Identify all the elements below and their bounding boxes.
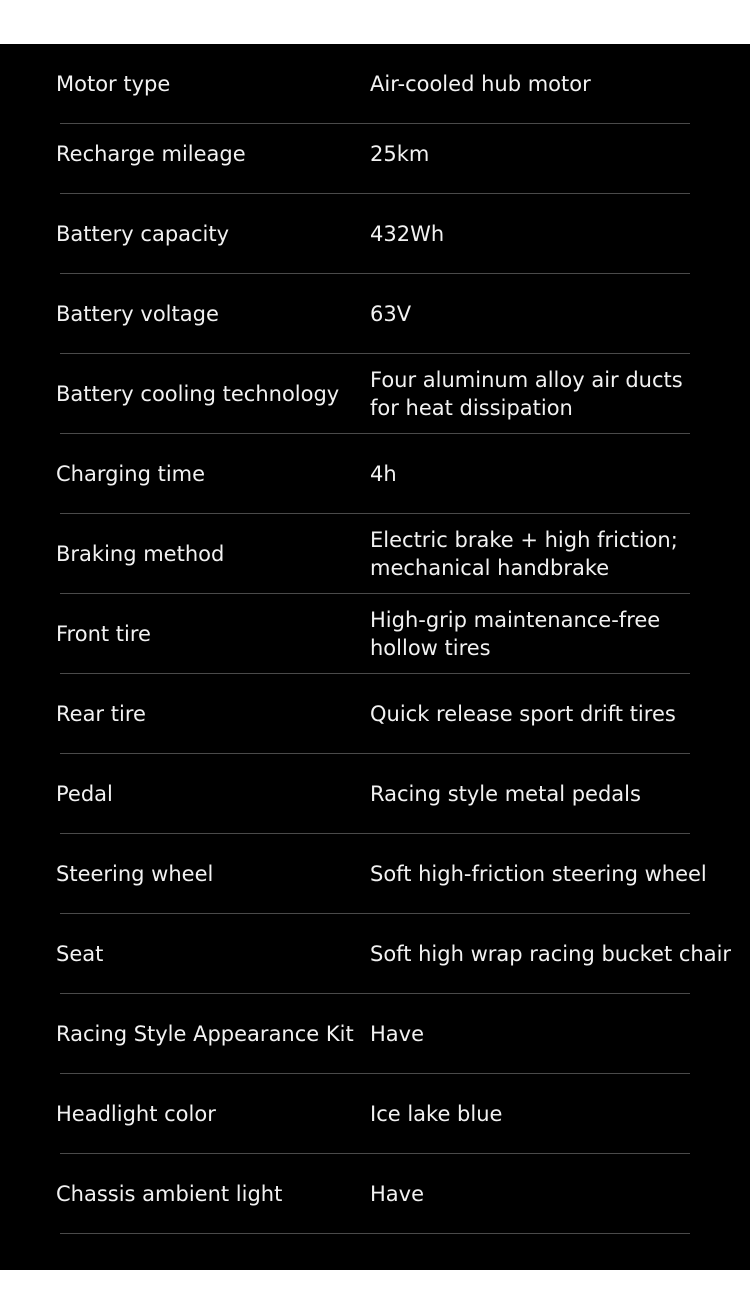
spec-row-pedal bbox=[0, 754, 750, 834]
spec-row-braking-method bbox=[0, 514, 750, 594]
spec-row-headlight-color bbox=[0, 1074, 750, 1154]
spec-value-text: Have bbox=[370, 1022, 425, 1046]
spec-value-text: 432Wh bbox=[370, 222, 445, 246]
spec-value bbox=[370, 514, 740, 594]
spec-label: Battery voltage bbox=[56, 302, 219, 326]
spec-table bbox=[0, 44, 750, 1270]
row-divider bbox=[60, 1233, 690, 1234]
spec-row-battery-capacity bbox=[0, 194, 750, 274]
spec-value bbox=[370, 354, 740, 434]
spec-value-text: High-grip maintenance-free hollow tires bbox=[370, 608, 661, 660]
spec-value-text: Four aluminum alloy air ducts for heat dissipation bbox=[370, 368, 683, 420]
spec-label: Pedal bbox=[56, 782, 113, 806]
spec-label: Battery cooling technology bbox=[56, 382, 340, 406]
spec-value-text: Quick release sport drift tires bbox=[370, 702, 676, 726]
spec-label: Racing Style Appearance Kit bbox=[56, 1022, 354, 1046]
spec-row-chassis-light bbox=[0, 1154, 750, 1234]
spec-value-text: Soft high-friction steering wheel bbox=[370, 862, 707, 886]
spec-label: Steering wheel bbox=[56, 862, 214, 886]
spec-value bbox=[370, 194, 740, 274]
spec-value bbox=[370, 44, 740, 124]
spec-value-text: 4h bbox=[370, 462, 397, 486]
spec-value bbox=[370, 434, 740, 514]
spec-label: Braking method bbox=[56, 542, 225, 566]
spec-label: Recharge mileage bbox=[56, 142, 246, 166]
spec-value bbox=[370, 914, 740, 994]
spec-label: Headlight color bbox=[56, 1102, 216, 1126]
spec-row-steering-wheel bbox=[0, 834, 750, 914]
spec-value-text: Air-cooled hub motor bbox=[370, 72, 591, 96]
spec-label: Seat bbox=[56, 942, 104, 966]
spec-label: Rear tire bbox=[56, 702, 146, 726]
spec-value-text: Soft high wrap racing bucket chair bbox=[370, 942, 732, 966]
spec-value bbox=[370, 674, 740, 754]
spec-row-rear-tire bbox=[0, 674, 750, 754]
spec-value-text: Electric brake + high friction; mechanical handbrake bbox=[370, 528, 678, 580]
spec-row-front-tire bbox=[0, 594, 750, 674]
spec-label: Motor type bbox=[56, 72, 171, 96]
spec-value bbox=[370, 1074, 740, 1154]
spec-label: Charging time bbox=[56, 462, 206, 486]
spec-label: Battery capacity bbox=[56, 222, 230, 246]
spec-row-motor-type bbox=[0, 44, 750, 124]
spec-value bbox=[370, 754, 740, 834]
spec-value-text: Have bbox=[370, 1182, 425, 1206]
spec-value bbox=[370, 834, 740, 914]
spec-label: Chassis ambient light bbox=[56, 1182, 283, 1206]
spec-row-seat bbox=[0, 914, 750, 994]
spec-value-text: Racing style metal pedals bbox=[370, 782, 641, 806]
spec-row-recharge-mileage bbox=[0, 114, 750, 194]
spec-value bbox=[370, 114, 740, 194]
spec-row-charging-time bbox=[0, 434, 750, 514]
spec-value bbox=[370, 1154, 740, 1234]
spec-row-battery-cooling bbox=[0, 354, 750, 434]
spec-label: Front tire bbox=[56, 622, 151, 646]
spec-value-text: Ice lake blue bbox=[370, 1102, 503, 1126]
spec-value-text: 25km bbox=[370, 142, 430, 166]
spec-row-battery-voltage bbox=[0, 274, 750, 354]
spec-value bbox=[370, 994, 740, 1074]
spec-value bbox=[370, 594, 740, 674]
spec-value-text: 63V bbox=[370, 302, 412, 326]
spec-row-appearance-kit bbox=[0, 994, 750, 1074]
spec-value bbox=[370, 274, 740, 354]
